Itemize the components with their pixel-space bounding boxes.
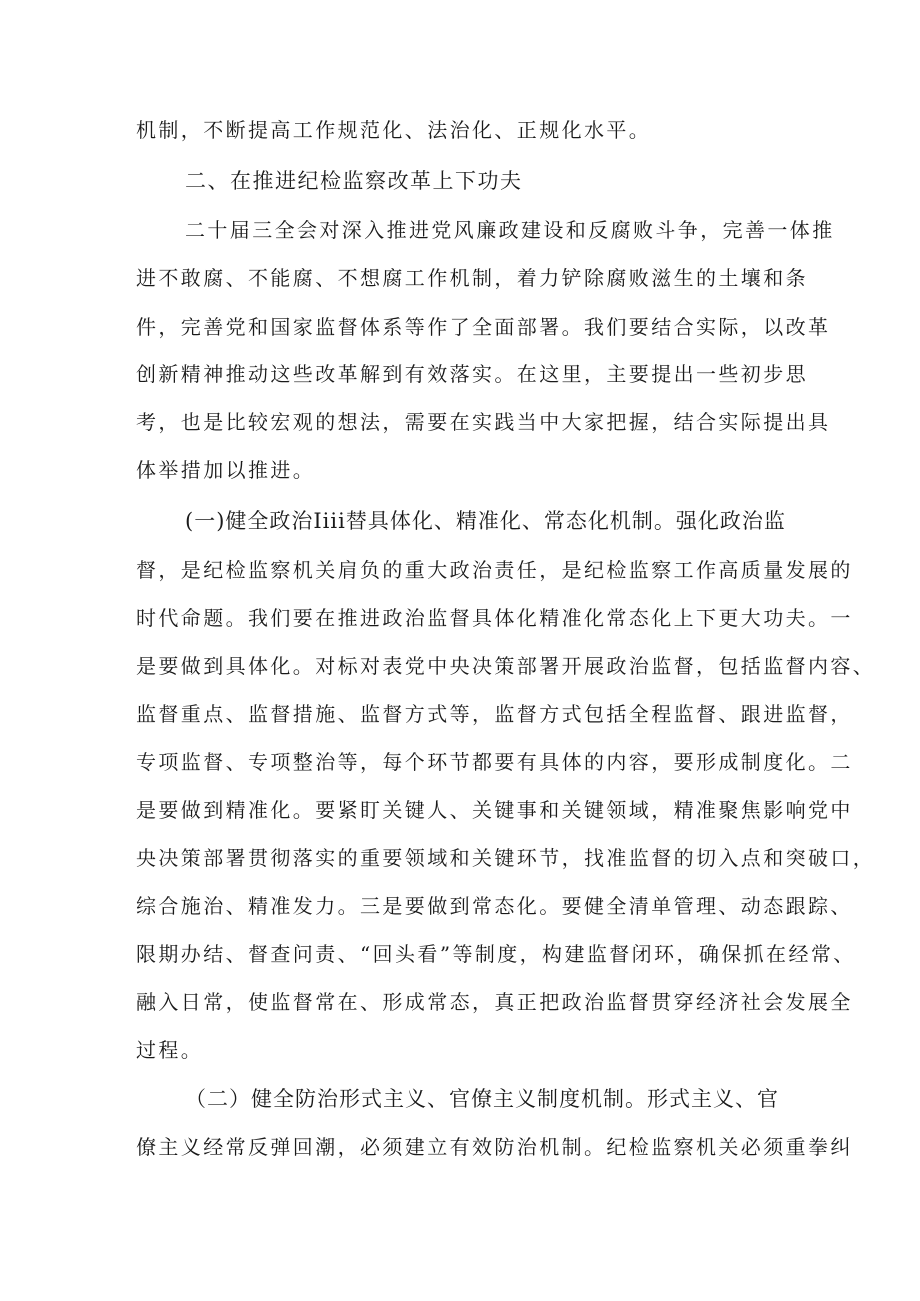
text-line: 二十届三全会对深入推进党风廉政建设和反腐败斗争，完善一体推: [185, 218, 835, 242]
text-line: 是要做到精准化。要紧盯关键人、关键事和关键领域，精准聚焦影响党中: [136, 798, 853, 822]
text-line: 体举措加以推进。: [136, 458, 316, 482]
text-line: 僚主义经常反弹回潮，必须建立有效防治机制。纪检监察机关必须重拳纠: [136, 1135, 853, 1159]
section-heading: 二、在推进纪检监察改革上下功夫: [185, 169, 523, 193]
text-line: 件，完善党和国家监督体系等作了全面部署。我们要结合实际，以改革: [136, 315, 831, 339]
text-line: 央决策部署贯彻落实的重要领域和关键环节，找准监督的切入点和突破口，: [136, 846, 876, 870]
text-line: 是要做到具体化。对标对表党中央决策部署开展政治监督，包括监督内容、: [136, 654, 876, 678]
text-line: 创新精神推动这些改革解到有效落实。在这里，主要提出一些初步思: [136, 362, 808, 386]
text-line: 督，是纪检监察机关肩负的重大政治责任，是纪检监察工作高质量发展的: [136, 558, 853, 582]
text-line: 考，也是比较宏观的想法，需要在实践当中大家把握，结合实际提出具: [136, 410, 831, 434]
text-line: 过程。: [136, 1038, 204, 1062]
text-line: 融入日常，使监督常在、形成常态，真正把政治监督贯穿经济社会发展全: [136, 990, 853, 1014]
text-line: 综合施治、精准发力。三是要做到常态化。要健全清单管理、动态跟踪、: [136, 894, 853, 918]
subsection-lead: (一)健全政治Iiii替具体化、精准化、常态化机制。强化政治监: [185, 509, 786, 533]
text-line: 监督重点、监督措施、监督方式等，监督方式包括全程监督、跟进监督，: [136, 702, 853, 726]
text-line: 机制，不断提高工作规范化、法治化、正规化水平。: [136, 118, 652, 142]
subsection-lead: （二）健全防治形式主义、官僚主义制度机制。形式主义、官: [185, 1087, 779, 1111]
text-line: 限期办结、督查问责、“回头看”等制度，构建监督闭环，确保抓在经常、: [136, 942, 856, 966]
text-line: 专项监督、专项整治等，每个环节都要有具体的内容，要形成制度化。二: [136, 750, 853, 774]
text-line: 时代命题。我们要在推进政治监督具体化精准化常态化上下更大功夫。一: [136, 606, 853, 630]
text-line: 进不敢腐、不能腐、不想腐工作机制，着力铲除腐败滋生的土壤和条: [136, 266, 808, 290]
